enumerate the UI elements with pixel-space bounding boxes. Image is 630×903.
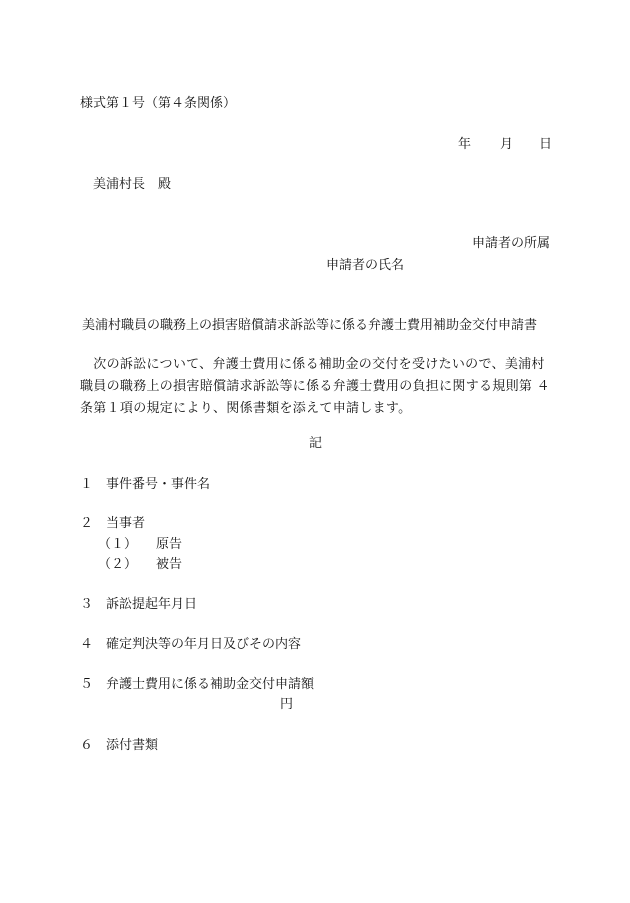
application-body xyxy=(80,354,554,420)
item-number: ６ xyxy=(80,738,94,753)
sub-item-number: （１） xyxy=(98,537,138,552)
sub-item-defendant xyxy=(98,558,182,571)
body-line: 次の訴訟について、弁護士費用に係る補助金の交付を受けたいので、美浦村 xyxy=(80,357,545,372)
item-number: ５ xyxy=(80,677,94,692)
item-label: 確定判決等の年月日及びその内容 xyxy=(106,637,302,652)
document-title: 美浦村職員の職務上の損害賠償請求訴訟等に係る弁護士費用補助金交付申請書 xyxy=(82,318,538,333)
addressee: 美浦村長 殿 xyxy=(93,177,172,192)
item-judgment xyxy=(80,638,301,651)
ki-heading: 記 xyxy=(309,436,323,451)
date-year: 年 xyxy=(458,137,472,152)
item-number: １ xyxy=(80,477,94,492)
sub-item-plaintiff xyxy=(98,538,182,551)
date-day: 日 xyxy=(539,137,553,152)
form-number: 様式第１号（第４条関係） xyxy=(80,96,237,111)
applicant-name-label: 申請者の氏名 xyxy=(326,258,405,273)
item-number: ３ xyxy=(80,597,94,612)
item-requested-amount xyxy=(80,678,314,691)
item-number: ２ xyxy=(80,516,94,531)
item-label: 弁護士費用に係る補助金交付申請額 xyxy=(106,677,315,692)
item-parties xyxy=(80,517,145,530)
applicant-address-label: 申請者の所属 xyxy=(472,236,551,251)
item-case-number xyxy=(80,478,210,491)
yen-unit: 円 xyxy=(280,697,294,712)
body-line: 職員の職務上の損害賠償請求訴訟等に係る弁護士費用の負担に関する規則第 ４ xyxy=(80,379,550,394)
item-attachments xyxy=(80,739,158,752)
date-month: 月 xyxy=(500,137,514,152)
sub-item-label: 原告 xyxy=(156,537,183,552)
item-label: 事件番号・事件名 xyxy=(106,477,211,492)
item-number: ４ xyxy=(80,637,94,652)
item-filing-date xyxy=(80,598,197,611)
body-line: 条第１項の規定により、関係書類を添えて申請します。 xyxy=(80,401,412,416)
sub-item-label: 被告 xyxy=(156,557,183,572)
item-label: 添付書類 xyxy=(106,738,159,753)
item-label: 当事者 xyxy=(106,516,146,531)
sub-item-number: （２） xyxy=(98,557,138,572)
item-label: 訴訟提起年月日 xyxy=(106,597,198,612)
